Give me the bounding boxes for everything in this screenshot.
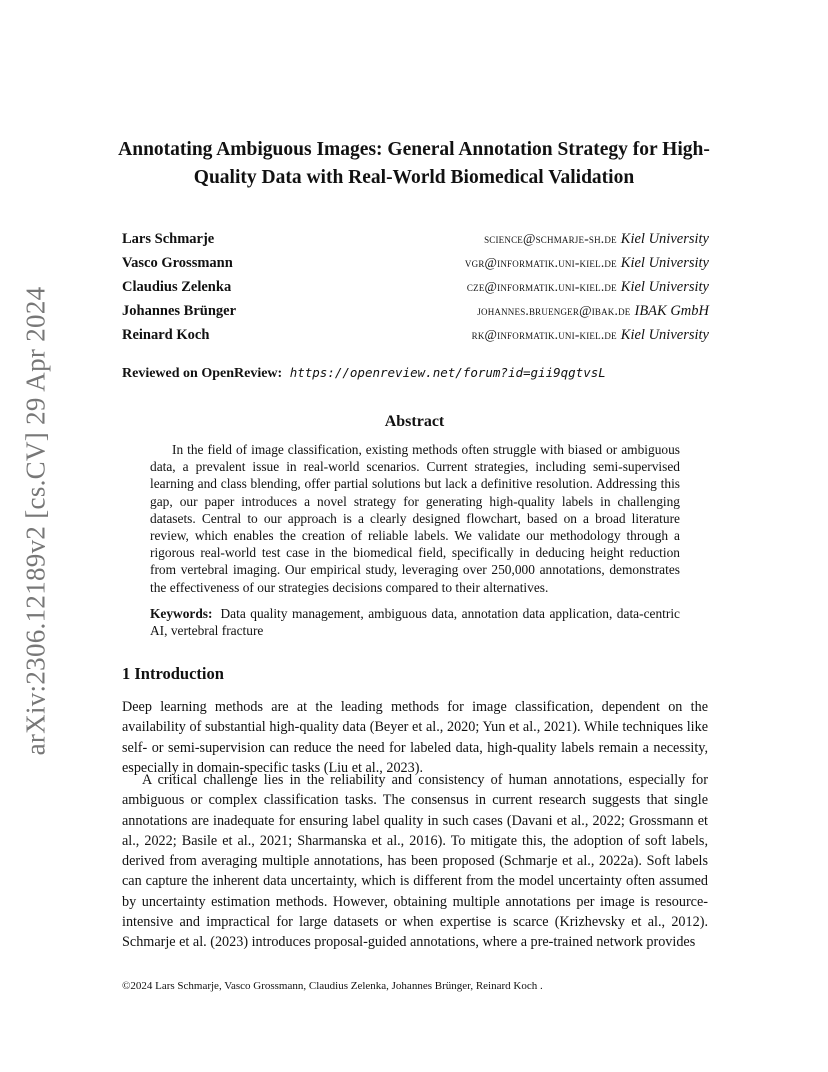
author-row [122, 255, 709, 279]
paper-title: Annotating Ambiguous Images: General Annotation Strategy for High-Quality Data with Real-World Biomedical Validation [118, 139, 710, 188]
keywords [150, 605, 680, 639]
author-name: Reinard Koch [122, 327, 210, 343]
author-affiliation: Kiel University [620, 231, 709, 247]
review-label: Reviewed on OpenReview: [122, 366, 283, 381]
author-email[interactable]: johannes.bruenger@ibak.de [477, 303, 631, 318]
author-name: Vasco Grossmann [122, 255, 233, 271]
author-row [122, 303, 709, 327]
author-email[interactable]: vgr@informatik.uni-kiel.de [464, 255, 617, 270]
openreview-link[interactable]: https://openreview.net/forum?id=gii9qgtvsL [289, 365, 606, 380]
author-email[interactable]: cze@informatik.uni-kiel.de [466, 279, 617, 294]
arxiv-sidebar [20, 284, 52, 758]
author-list [122, 231, 709, 351]
author-affiliation: Kiel University [620, 255, 709, 271]
arxiv-identifier: arXiv:2306.12189v2 [cs.CV] 29 Apr 2024 [20, 286, 51, 756]
author-affiliation: Kiel University [620, 327, 709, 343]
author-affiliation: IBAK GmbH [634, 303, 709, 319]
abstract-heading: Abstract [384, 413, 445, 430]
keywords-text: Data quality management, ambiguous data, annotation data application, data-centric AI, vertebral fracture [150, 606, 680, 639]
keywords-label: Keywords: [150, 606, 213, 621]
author-affiliation: Kiel University [620, 279, 709, 295]
review-line [122, 365, 606, 382]
copyright-footer: ©2024 Lars Schmarje, Vasco Grossmann, Claudius Zelenka, Johannes Brünger, Reinard Koch . [122, 980, 543, 992]
author-name: Claudius Zelenka [122, 279, 232, 295]
author-row [122, 231, 709, 255]
author-email[interactable]: science@schmarje-sh.de [484, 231, 617, 246]
author-name: Johannes Brünger [122, 303, 237, 319]
abstract-text: In the field of image classification, existing methods often struggle with biased or ambiguous data, a prevalent issue in real-world scenarios. Current strategies, including semi-supervised learning and class blending, offer partial solutions but lack a definitive resolution. Addressing this gap, our paper introduces a novel strategy for generating high-quality labels in challenging datasets. Central to our approach is a clearly designed flowchart, based on a broad literature review, which enables the creation of reliable labels. We validate our methodology through a rigorous real-world test case in the biomedical field, specifically in deducing height reduction from vertebral imaging. Our empirical study, leveraging over 250,000 annotations, demonstrates the effectiveness of our strategies decisions compared to their alternatives. [150, 442, 680, 595]
section-heading-introduction: 1 Introduction [122, 664, 224, 683]
author-email[interactable]: rk@informatik.uni-kiel.de [471, 327, 617, 342]
intro-paragraph-2: A critical challenge lies in the reliability and consistency of human annotations, especially for ambiguous or complex classification tasks. The consensus in current research suggests that single annotations are inadequate for ensuring label quality in such cases (Davani et al., 2022; Grossmann et al., 2022; Basile et al., 2021; Sharmanska et al., 2016). To mitigate this, the adoption of soft labels, derived from averaging multiple annotations, has been proposed (Schmarje et al., 2022a). Soft labels can capture the inherent data uncertainty, which is different from the model uncertainty often assumed by uncertainty estimation methods. However, obtaining multiple annotations per image is resource-intensive and impractical for large datasets or when expertise is scarce (Krizhevsky et al., 2012). Schmarje et al. (2023) introduces proposal-guided annotations, where a pre-trained network provides [122, 772, 708, 951]
author-row [122, 279, 709, 303]
intro-paragraph-1: Deep learning methods are at the leading methods for image classification, dependent on the availability of substantial high-quality data (Beyer et al., 2020; Yun et al., 2021). While techniques like self- or semi-supervision can reduce the need for labeled data, high-quality labels remain a necessity, especially in domain-specific tasks (Liu et al., 2023). [122, 699, 708, 776]
author-row [122, 327, 709, 351]
author-name: Lars Schmarje [122, 231, 215, 247]
